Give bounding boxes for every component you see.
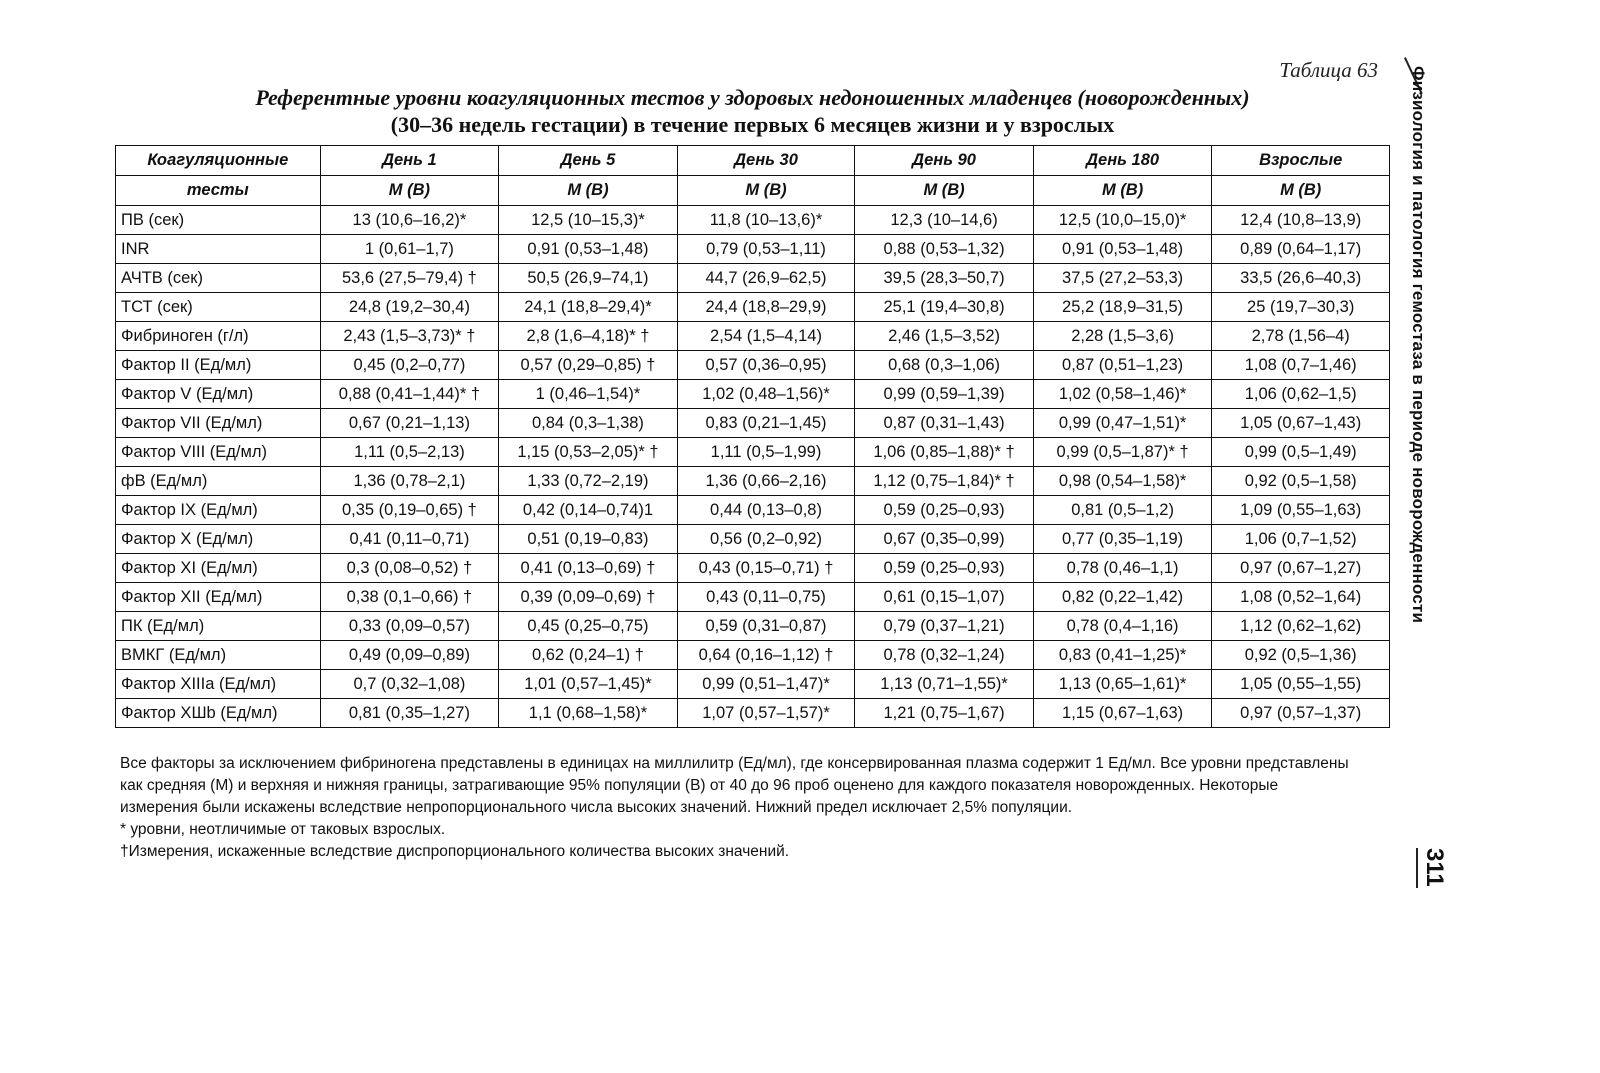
value-cell: 12,5 (10,0–15,0)* [1033, 206, 1212, 235]
test-name-cell: Фактор IX (Ед/мл) [116, 496, 321, 525]
value-cell: 25,1 (19,4–30,8) [855, 293, 1034, 322]
value-cell: 12,3 (10–14,6) [855, 206, 1034, 235]
value-cell: 1 (0,61–1,7) [320, 235, 499, 264]
value-cell: 0,67 (0,21–1,13) [320, 409, 499, 438]
value-cell: 0,67 (0,35–0,99) [855, 525, 1034, 554]
table-row [116, 525, 1390, 554]
test-name-cell: Фактор VIII (Ед/мл) [116, 438, 321, 467]
test-name-cell: ВМКГ (Ед/мл) [116, 641, 321, 670]
value-cell: 1,36 (0,78–2,1) [320, 467, 499, 496]
value-cell: 0,97 (0,67–1,27) [1212, 554, 1390, 583]
table-row [116, 438, 1390, 467]
test-name-cell: фВ (Ед/мл) [116, 467, 321, 496]
header-row-periods [116, 146, 1390, 176]
value-cell: 2,8 (1,6–4,18)* † [499, 322, 678, 351]
table-row [116, 583, 1390, 612]
value-cell: 1,21 (0,75–1,67) [855, 699, 1034, 728]
header-subheader: М (В) [1212, 176, 1390, 206]
value-cell: 0,89 (0,64–1,17) [1212, 235, 1390, 264]
test-name-cell: Фибриноген (г/л) [116, 322, 321, 351]
note-asterisk: * уровни, неотличимые от таковых взрослых. [120, 821, 446, 838]
value-cell: 0,56 (0,2–0,92) [677, 525, 855, 554]
note-dagger: †Измерения, искаженные вследствие диспропорционального количества высоких значений. [120, 843, 790, 860]
value-cell: 0,3 (0,08–0,52) † [320, 554, 499, 583]
value-cell: 1,05 (0,55–1,55) [1212, 670, 1390, 699]
value-cell: 1,02 (0,58–1,46)* [1033, 380, 1212, 409]
value-cell: 1,11 (0,5–2,13) [320, 438, 499, 467]
value-cell: 1,13 (0,71–1,55)* [855, 670, 1034, 699]
value-cell: 2,28 (1,5–3,6) [1033, 322, 1212, 351]
value-cell: 1,13 (0,65–1,61)* [1033, 670, 1212, 699]
value-cell: 24,4 (18,8–29,9) [677, 293, 855, 322]
value-cell: 1,11 (0,5–1,99) [677, 438, 855, 467]
value-cell: 0,83 (0,41–1,25)* [1033, 641, 1212, 670]
header-period: День 5 [499, 146, 678, 176]
value-cell: 0,97 (0,57–1,37) [1212, 699, 1390, 728]
value-cell: 0,88 (0,41–1,44)* † [320, 380, 499, 409]
value-cell: 37,5 (27,2–53,3) [1033, 264, 1212, 293]
value-cell: 1,12 (0,62–1,62) [1212, 612, 1390, 641]
value-cell: 33,5 (26,6–40,3) [1212, 264, 1390, 293]
value-cell: 0,82 (0,22–1,42) [1033, 583, 1212, 612]
value-cell: 0,78 (0,46–1,1) [1033, 554, 1212, 583]
coagulation-reference-table [115, 145, 1390, 728]
table-row [116, 467, 1390, 496]
value-cell: 0,45 (0,2–0,77) [320, 351, 499, 380]
value-cell: 2,54 (1,5–4,14) [677, 322, 855, 351]
header-period: День 30 [677, 146, 855, 176]
value-cell: 0,99 (0,47–1,51)* [1033, 409, 1212, 438]
table-row [116, 206, 1390, 235]
table-row [116, 641, 1390, 670]
value-cell: 0,91 (0,53–1,48) [1033, 235, 1212, 264]
value-cell: 44,7 (26,9–62,5) [677, 264, 855, 293]
header-subheader: М (В) [320, 176, 499, 206]
value-cell: 1,33 (0,72–2,19) [499, 467, 678, 496]
table-row [116, 235, 1390, 264]
value-cell: 0,87 (0,51–1,23) [1033, 351, 1212, 380]
test-name-cell: ТСТ (сек) [116, 293, 321, 322]
note-main: Все факторы за исключением фибриногена представлены в единицах на миллилитр (Ед/мл), где консервированная плазма содержит 1 Ед/мл. Все уровни представлены как средняя (М) и верхняя и нижняя границы, затрагивающие 95% популяции (В) от 40 до 96 проб оценено для каждого показателя новорожденных. Некоторые измерения были искажены вследствие непропорционального числа высоких значений. Нижний предел исключает 2,5% популяции. [120, 755, 1349, 816]
value-cell: 0,92 (0,5–1,36) [1212, 641, 1390, 670]
table-row [116, 670, 1390, 699]
value-cell: 0,51 (0,19–0,83) [499, 525, 678, 554]
table-body [116, 206, 1390, 728]
value-cell: 0,35 (0,19–0,65) † [320, 496, 499, 525]
value-cell: 1,08 (0,52–1,64) [1212, 583, 1390, 612]
value-cell: 0,98 (0,54–1,58)* [1033, 467, 1212, 496]
value-cell: 2,46 (1,5–3,52) [855, 322, 1034, 351]
page-number: 311 [1421, 848, 1448, 887]
header-row-subheader [116, 176, 1390, 206]
test-name-cell: Фактор XШb (Ед/мл) [116, 699, 321, 728]
test-name-cell: АЧТВ (сек) [116, 264, 321, 293]
value-cell: 1,36 (0,66–2,16) [677, 467, 855, 496]
value-cell: 0,88 (0,53–1,32) [855, 235, 1034, 264]
header-test-column-top: Коагуляционные [116, 146, 321, 176]
value-cell: 0,83 (0,21–1,45) [677, 409, 855, 438]
value-cell: 1,05 (0,67–1,43) [1212, 409, 1390, 438]
value-cell: 0,87 (0,31–1,43) [855, 409, 1034, 438]
value-cell: 50,5 (26,9–74,1) [499, 264, 678, 293]
value-cell: 1,12 (0,75–1,84)* † [855, 467, 1034, 496]
value-cell: 1,01 (0,57–1,45)* [499, 670, 678, 699]
value-cell: 1,15 (0,67–1,63) [1033, 699, 1212, 728]
value-cell: 0,99 (0,59–1,39) [855, 380, 1034, 409]
value-cell: 0,92 (0,5–1,58) [1212, 467, 1390, 496]
value-cell: 0,45 (0,25–0,75) [499, 612, 678, 641]
header-period: День 180 [1033, 146, 1212, 176]
value-cell: 53,6 (27,5–79,4) † [320, 264, 499, 293]
value-cell: 24,8 (19,2–30,4) [320, 293, 499, 322]
table-caption [115, 84, 1390, 138]
value-cell: 0,61 (0,15–1,07) [855, 583, 1034, 612]
header-period: Взрослые [1212, 146, 1390, 176]
table-row [116, 699, 1390, 728]
test-name-cell: ПВ (сек) [116, 206, 321, 235]
value-cell: 1,09 (0,55–1,63) [1212, 496, 1390, 525]
table-row [116, 496, 1390, 525]
value-cell: 0,79 (0,53–1,11) [677, 235, 855, 264]
value-cell: 11,8 (10–13,6)* [677, 206, 855, 235]
value-cell: 0,84 (0,3–1,38) [499, 409, 678, 438]
value-cell: 0,49 (0,09–0,89) [320, 641, 499, 670]
value-cell: 0,7 (0,32–1,08) [320, 670, 499, 699]
table-row [116, 322, 1390, 351]
running-head [1398, 58, 1438, 628]
caption-line-1: Референтные уровни коагуляционных тестов у здоровых недоношенных младенцев (новорожденных) [255, 85, 1250, 110]
value-cell: 0,77 (0,35–1,19) [1033, 525, 1212, 554]
test-name-cell: Фактор XI (Ед/мл) [116, 554, 321, 583]
value-cell: 0,41 (0,11–0,71) [320, 525, 499, 554]
test-name-cell: Фактор XIIIa (Ед/мл) [116, 670, 321, 699]
table-row [116, 380, 1390, 409]
value-cell: 0,57 (0,36–0,95) [677, 351, 855, 380]
value-cell: 0,43 (0,11–0,75) [677, 583, 855, 612]
test-name-cell: INR [116, 235, 321, 264]
header-test-column-bottom: тесты [116, 176, 321, 206]
value-cell: 0,59 (0,25–0,93) [855, 554, 1034, 583]
value-cell: 0,42 (0,14–0,74)1 [499, 496, 678, 525]
test-name-cell: Фактор V (Ед/мл) [116, 380, 321, 409]
value-cell: 0,41 (0,13–0,69) † [499, 554, 678, 583]
value-cell: 39,5 (28,3–50,7) [855, 264, 1034, 293]
header-subheader: М (В) [855, 176, 1034, 206]
value-cell: 0,79 (0,37–1,21) [855, 612, 1034, 641]
test-name-cell: Фактор XII (Ед/мл) [116, 583, 321, 612]
value-cell: 0,99 (0,51–1,47)* [677, 670, 855, 699]
value-cell: 0,64 (0,16–1,12) † [677, 641, 855, 670]
header-subheader: М (В) [1033, 176, 1212, 206]
value-cell: 0,44 (0,13–0,8) [677, 496, 855, 525]
running-head-text: Физиология и патология гемостаза в периоде новорожденности [1409, 66, 1428, 624]
test-name-cell: ПК (Ед/мл) [116, 612, 321, 641]
value-cell: 0,81 (0,35–1,27) [320, 699, 499, 728]
header-period: День 1 [320, 146, 499, 176]
value-cell: 1,06 (0,85–1,88)* † [855, 438, 1034, 467]
value-cell: 25 (19,7–30,3) [1212, 293, 1390, 322]
value-cell: 0,33 (0,09–0,57) [320, 612, 499, 641]
value-cell: 12,4 (10,8–13,9) [1212, 206, 1390, 235]
header-period: День 90 [855, 146, 1034, 176]
table-notes [120, 753, 1360, 863]
value-cell: 1 (0,46–1,54)* [499, 380, 678, 409]
value-cell: 0,68 (0,3–1,06) [855, 351, 1034, 380]
value-cell: 1,06 (0,7–1,52) [1212, 525, 1390, 554]
value-cell: 0,38 (0,1–0,66) † [320, 583, 499, 612]
value-cell: 0,78 (0,4–1,16) [1033, 612, 1212, 641]
value-cell: 0,59 (0,31–0,87) [677, 612, 855, 641]
value-cell: 1,15 (0,53–2,05)* † [499, 438, 678, 467]
table-row [116, 409, 1390, 438]
value-cell: 0,59 (0,25–0,93) [855, 496, 1034, 525]
test-name-cell: Фактор II (Ед/мл) [116, 351, 321, 380]
value-cell: 25,2 (18,9–31,5) [1033, 293, 1212, 322]
table-number: Таблица 63 [1279, 58, 1378, 82]
value-cell: 0,91 (0,53–1,48) [499, 235, 678, 264]
value-cell: 0,81 (0,5–1,2) [1033, 496, 1212, 525]
value-cell: 12,5 (10–15,3)* [499, 206, 678, 235]
table-row [116, 351, 1390, 380]
value-cell: 2,78 (1,56–4) [1212, 322, 1390, 351]
value-cell: 1,07 (0,57–1,57)* [677, 699, 855, 728]
header-subheader: М (В) [499, 176, 678, 206]
value-cell: 1,08 (0,7–1,46) [1212, 351, 1390, 380]
value-cell: 1,1 (0,68–1,58)* [499, 699, 678, 728]
value-cell: 1,06 (0,62–1,5) [1212, 380, 1390, 409]
header-subheader: М (В) [677, 176, 855, 206]
table-row [116, 293, 1390, 322]
value-cell: 13 (10,6–16,2)* [320, 206, 499, 235]
value-cell: 1,02 (0,48–1,56)* [677, 380, 855, 409]
page-number-rule [1416, 848, 1418, 888]
test-name-cell: Фактор X (Ед/мл) [116, 525, 321, 554]
value-cell: 0,99 (0,5–1,49) [1212, 438, 1390, 467]
table-row [116, 612, 1390, 641]
value-cell: 0,39 (0,09–0,69) † [499, 583, 678, 612]
caption-line-2: (30–36 недель гестации) в течение первых 6 месяцев жизни и у взрослых [390, 112, 1115, 137]
value-cell: 0,57 (0,29–0,85) † [499, 351, 678, 380]
value-cell: 0,43 (0,15–0,71) † [677, 554, 855, 583]
table-row [116, 554, 1390, 583]
value-cell: 0,62 (0,24–1) † [499, 641, 678, 670]
value-cell: 0,78 (0,32–1,24) [855, 641, 1034, 670]
value-cell: 2,43 (1,5–3,73)* † [320, 322, 499, 351]
value-cell: 24,1 (18,8–29,4)* [499, 293, 678, 322]
value-cell: 0,99 (0,5–1,87)* † [1033, 438, 1212, 467]
table-row [116, 264, 1390, 293]
test-name-cell: Фактор VII (Ед/мл) [116, 409, 321, 438]
